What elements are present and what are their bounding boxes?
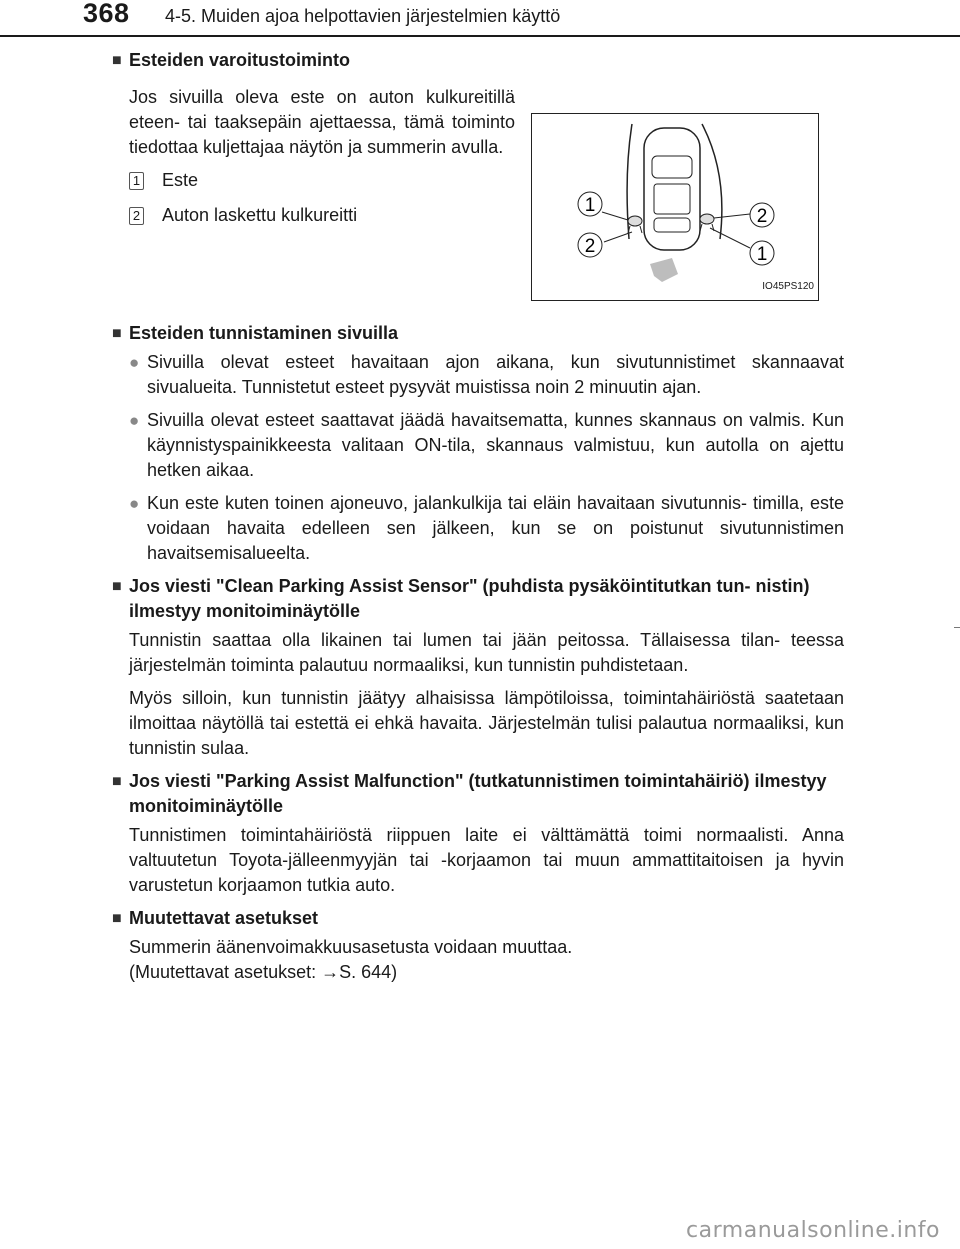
legend-label: Este (162, 170, 199, 190)
heading-text: Jos viesti "Parking Assist Malfunction" (tutkatunnistimen toimintahäiriö) ilmestyy monitoiminäytölle (129, 771, 827, 816)
paragraph: Tunnistimen toimintahäiriöstä riippuen laite ei välttämättä toimi normaalisti. Anna valtuutetun Toyota-jälleenmyyjän tai -korjaamon tai muun ammattitaitoisen ja hyvin varustetun korjaamon tutkia auto. (129, 825, 844, 895)
car-diagram (532, 114, 818, 300)
callout-line (602, 212, 628, 220)
legend-item (129, 203, 515, 228)
page-number: 368 (83, 0, 130, 28)
list-item (129, 350, 844, 400)
section-heading-malfunction (112, 769, 844, 819)
heading-text: Esteiden tunnistaminen sivuilla (129, 323, 399, 343)
square-bullet-icon: ■ (112, 325, 122, 342)
square-bullet-icon: ■ (112, 578, 122, 595)
circle-bullet-icon: ● (129, 411, 140, 430)
legend-label: Auton laskettu kulkureitti (162, 205, 358, 225)
list-item-text: Sivuilla olevat esteet saattavat jäädä havaitsematta, kunnes skannaus on valmis. Kun käynnistyspainikkeesta valitaan ON-tila, skannaus valmistuu, kun autolla on ajettu hetken aikaa. (147, 410, 844, 480)
callout-number: 1 (584, 195, 596, 216)
heading-text: Muutettavat asetukset (129, 908, 319, 928)
legend-number: 2 (129, 207, 144, 225)
callout-line (604, 232, 632, 242)
list-item (129, 491, 844, 566)
square-bullet-icon: ■ (112, 910, 122, 927)
square-bullet-icon: ■ (112, 52, 122, 69)
paragraph (129, 935, 844, 985)
page-content (112, 48, 844, 985)
callout-number: 2 (756, 206, 768, 227)
paragraph: Tunnistin saattaa olla likainen tai lumen tai jään peitossa. Tällaisessa tilan- teessa järjestelmän toiminta palautuu normaaliksi, kun tunnistin puhdistetaan. (129, 630, 844, 675)
section-heading-warning (112, 48, 844, 73)
list-item-text: Kun este kuten toinen ajoneuvo, jalankulkija tai eläin havaitaan sivutunnis- timilla, este voidaan havaita edelleen sen jälkeen, kun se on poistunut sivutunnistimen havaitsemisalueelta. (147, 493, 844, 563)
obstacle-left-icon (628, 216, 642, 233)
header-divider (0, 35, 960, 37)
legend-item (129, 168, 515, 193)
circle-bullet-icon: ● (129, 494, 140, 513)
callout-line (714, 214, 750, 218)
settings-line: Summerin äänenvoimakkuusasetusta voidaan muuttaa. (129, 937, 573, 957)
watermark: carmanualsonline.info (686, 1218, 940, 1243)
heading-text: Esteiden varoitustoiminto (129, 50, 351, 70)
list-item-text: Sivuilla olevat esteet havaitaan ajon aikana, kun sivutunnistimet skannaavat sivualueita. Tunnistetut esteet pysyvät muistissa noin 2 minuutin ajan. (147, 352, 844, 397)
legend-number: 1 (129, 172, 144, 190)
circle-bullet-icon: ● (129, 353, 140, 372)
section-heading-clean-sensor (112, 574, 844, 624)
margin-tick (954, 627, 960, 628)
warning-intro-block (112, 77, 844, 301)
section-heading-settings (112, 906, 844, 931)
paragraph: Myös silloin, kun tunnistin jäätyy alhaisissa lämpötiloissa, toimintahäiriöstä saatetaan ilmoittaa näytöllä tai estettä ei ehkä havaita. Järjestelmän tulisi palautua normaaliksi, kun tunnistin sulaa. (129, 688, 844, 758)
warning-description: Jos sivuilla oleva este on auton kulkureitillä eteen- tai taaksepäin ajettaessa, tämä toiminto tiedottaa kuljettajaa näytön ja summerin avulla. (129, 87, 515, 157)
car-diagram-figure (531, 113, 819, 301)
square-bullet-icon: ■ (112, 773, 122, 790)
figure-code: IO45PS120 (762, 281, 814, 292)
heading-text: Jos viesti "Clean Parking Assist Sensor" (puhdista pysäköintitutkan tun- nistin) ilmestyy monitoiminäytölle (129, 576, 810, 621)
section-heading-detection (112, 321, 844, 346)
list-item (129, 408, 844, 483)
reverse-arrow-icon (650, 258, 678, 282)
settings-reference: (Muutettavat asetukset: →S. 644) (129, 962, 398, 982)
warning-text-column (129, 77, 515, 301)
chapter-title: 4-5. Muiden ajoa helpottavien järjestelmien käyttö (165, 6, 561, 26)
callout-line (710, 228, 750, 248)
callout-number: 1 (756, 244, 768, 265)
callout-number: 2 (584, 236, 596, 257)
